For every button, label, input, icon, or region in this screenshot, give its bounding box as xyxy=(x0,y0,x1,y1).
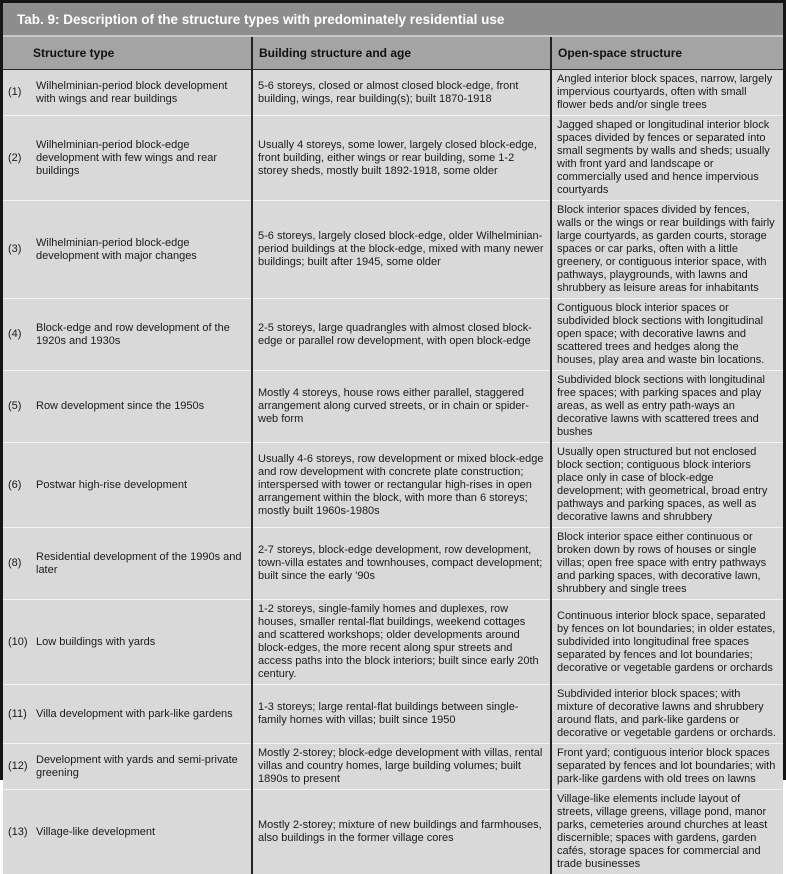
open-space-cell: Usually open structured but not enclosed block section; contiguous block interiors place only in case of block-edge development; with geometrical, broad entry pathways and parking spaces, as well as decorative lawns and shrubbery xyxy=(551,443,783,528)
structure-type-cell xyxy=(3,201,252,299)
structure-type-cell xyxy=(3,600,252,685)
structure-type-cell xyxy=(3,528,252,600)
row-number: (3) xyxy=(8,243,36,256)
table-row xyxy=(3,371,783,443)
table-header xyxy=(3,37,783,70)
building-structure-cell: Mostly 4 storeys, house rows either parallel, staggered arrangement along curved streets, or in chain or spider-web form xyxy=(252,371,551,443)
structure-type-label: Row development since the 1950s xyxy=(36,400,245,413)
open-space-cell: Jagged shaped or longitudinal interior block spaces divided by fences or separated into small segments by walls and sheds; usually with front yard and landscape or commercially used and hence impervious courtyards xyxy=(551,116,783,201)
building-structure-cell: 1-2 storeys, single-family homes and duplexes, row houses, smaller rental-flat buildings, weekend cottages and scattered workshops; older developments around block-edges, the more recent along spur streets and access paths into the block interiors; built since early 20th century. xyxy=(252,600,551,685)
open-space-cell: Continuous interior block space, separated by fences on lot boundaries; in older estates, subdivided into longitudinal free spaces separated by fences and lot boundaries; decorative or vegetable gardens or orchards xyxy=(551,600,783,685)
structure-type-cell xyxy=(3,790,252,874)
building-structure-cell: 5-6 storeys, largely closed block-edge, older Wilhelminian-period buildings at the block-edge, mixed with many newer buildings; built after 1945, some older xyxy=(252,201,551,299)
open-space-cell: Front yard; contiguous interior block spaces separated by fences and lot boundaries; with park-like gardens with old trees on lawns xyxy=(551,744,783,790)
table-row xyxy=(3,70,783,116)
col-header-open-space: Open-space structure xyxy=(551,37,783,70)
row-number: (11) xyxy=(8,708,36,721)
header-row xyxy=(3,37,783,70)
structure-type-label: Block-edge and row development of the 1920s and 1930s xyxy=(36,322,245,348)
table-body xyxy=(3,70,783,874)
structure-type-label: Postwar high-rise development xyxy=(36,479,245,492)
structure-type-cell xyxy=(3,744,252,790)
structure-type-label: Residential development of the 1990s and later xyxy=(36,551,245,577)
col-header-building-structure: Building structure and age xyxy=(252,37,551,70)
open-space-cell: Angled interior block spaces, narrow, largely impervious courtyards, often with small flower beds and/or single trees xyxy=(551,70,783,116)
structure-type-label: Village-like development xyxy=(36,826,245,839)
col-header-structure-type: Structure type xyxy=(3,37,252,70)
structure-type-label: Villa development with park-like gardens xyxy=(36,708,245,721)
open-space-cell: Village-like elements include layout of streets, village greens, village pond, manor parks, cemeteries around churches at least discernible; spaces with gardens, garden cafés, storage spaces for commercial and trade businesses xyxy=(551,790,783,874)
row-number: (12) xyxy=(8,760,36,773)
table-row xyxy=(3,443,783,528)
row-number: (5) xyxy=(8,400,36,413)
open-space-cell: Subdivided interior block spaces; with mixture of decorative lawns and shrubbery around flats, and park-like gardens or decorative or vegetable gardens or orchards. xyxy=(551,685,783,744)
table-row xyxy=(3,201,783,299)
structure-type-label: Low buildings with yards xyxy=(36,636,245,649)
row-number: (8) xyxy=(8,557,36,570)
row-number: (4) xyxy=(8,328,36,341)
structure-type-cell xyxy=(3,371,252,443)
structure-type-cell xyxy=(3,116,252,201)
structure-type-label: Development with yards and semi-private greening xyxy=(36,754,245,780)
table-caption: Tab. 9: Description of the structure types with predominately residential use xyxy=(3,3,783,37)
building-structure-cell: Usually 4-6 storeys, row development or mixed block-edge and row development with concrete plate construction; interspersed with tower or rectangular high-rises in open arrangement within the block, with more than 6 storeys; mostly built 1960s-1980s xyxy=(252,443,551,528)
building-structure-cell: 2-5 storeys, large quadrangles with almost closed block-edge or parallel row development, with open block-edge xyxy=(252,299,551,371)
row-number: (2) xyxy=(8,152,36,165)
structure-type-cell xyxy=(3,299,252,371)
structure-type-cell xyxy=(3,443,252,528)
row-number: (10) xyxy=(8,636,36,649)
building-structure-cell: 2-7 storeys, block-edge development, row development, town-villa estates and townhouses, compact development; built since the early '90s xyxy=(252,528,551,600)
building-structure-cell: 5-6 storeys, closed or almost closed block-edge, front building, wings, rear building(s); built 1870-1918 xyxy=(252,70,551,116)
table-row xyxy=(3,600,783,685)
table-row xyxy=(3,790,783,874)
row-number: (6) xyxy=(8,479,36,492)
building-structure-cell: Mostly 2-storey; mixture of new buildings and farmhouses, also buildings in the former village cores xyxy=(252,790,551,874)
open-space-cell: Block interior space either continuous or broken down by rows of houses or single villas; open free space with entry pathways and parking spaces, with decorative lawn, shrubbery and single trees xyxy=(551,528,783,600)
structure-type-cell xyxy=(3,70,252,116)
building-structure-cell: Usually 4 storeys, some lower, largely closed block-edge, front building, either wings or rear building, some 1-2 storey sheds, mostly built 1892-1918, some older xyxy=(252,116,551,201)
table-row xyxy=(3,744,783,790)
row-number: (1) xyxy=(8,86,36,99)
table-row xyxy=(3,116,783,201)
open-space-cell: Contiguous block interior spaces or subdivided block sections with longitudinal open space; with decorative lawns and scattered trees and hedges along the houses, play area and waste bin locations. xyxy=(551,299,783,371)
open-space-cell: Block interior spaces divided by fences, walls or the wings or rear buildings with fairly large courtyards, as garden courts, storage spaces or car parks, often with a little greenery, or contiguous interior space, with pathways, playgrounds, with lawns and shrubbery as leisure areas for inhabitants xyxy=(551,201,783,299)
structure-types-table xyxy=(3,37,783,874)
structure-type-label: Wilhelminian-period block development with wings and rear buildings xyxy=(36,80,245,106)
table-row xyxy=(3,685,783,744)
structure-type-label: Wilhelminian-period block-edge development with major changes xyxy=(36,237,245,263)
building-structure-cell: 1-3 storeys; large rental-flat buildings between single-family homes with villas; built since 1950 xyxy=(252,685,551,744)
structure-type-cell xyxy=(3,685,252,744)
structure-type-label: Wilhelminian-period block-edge development with few wings and rear buildings xyxy=(36,139,245,178)
table-row xyxy=(3,299,783,371)
building-structure-cell: Mostly 2-storey; block-edge development with villas, rental villas and country homes, large building volumes; built 1890s to present xyxy=(252,744,551,790)
open-space-cell: Subdivided block sections with longitudinal free spaces; with parking spaces and play areas, as well as entry path-ways an decorative lawns with scattered trees and bushes xyxy=(551,371,783,443)
table-row xyxy=(3,528,783,600)
row-number: (13) xyxy=(8,826,36,839)
